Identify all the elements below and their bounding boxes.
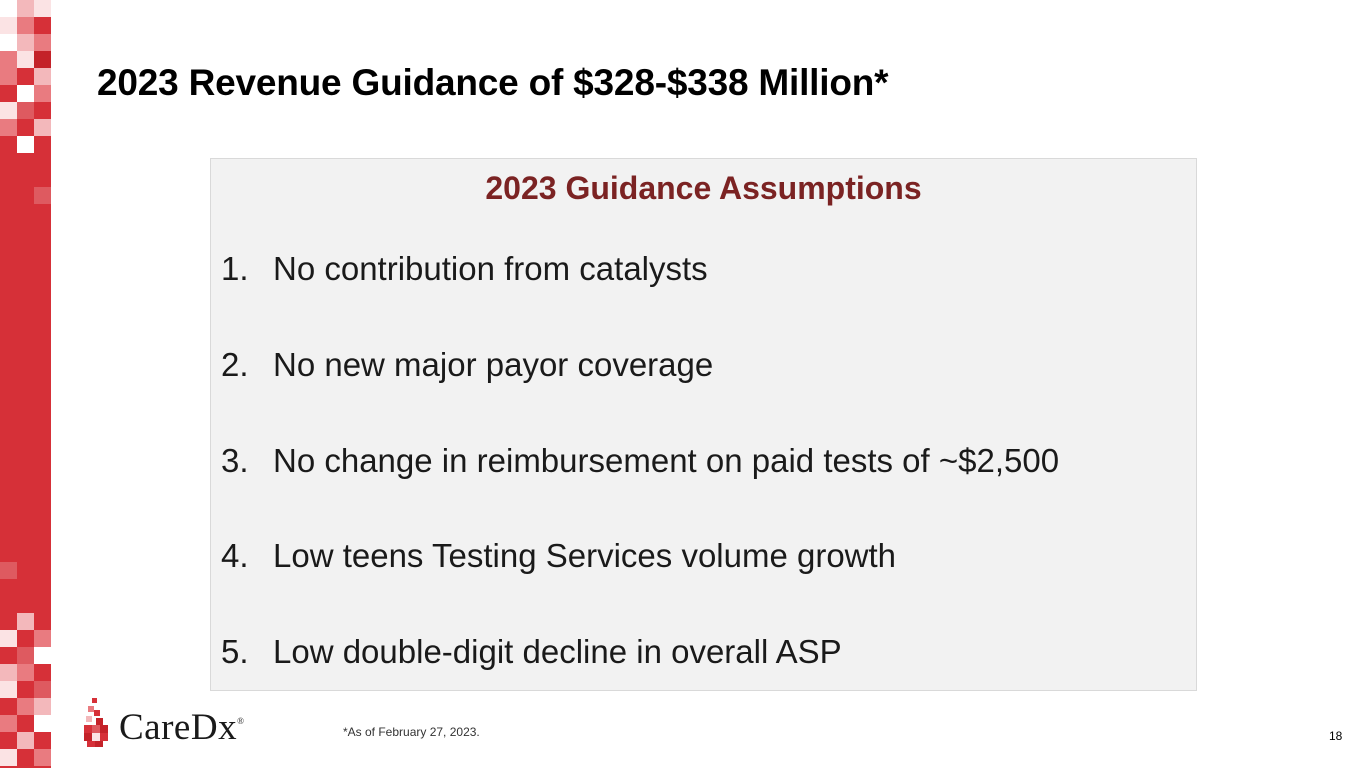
- assumption-text: No contribution from catalysts: [273, 250, 708, 287]
- assumption-text: Low teens Testing Services volume growth: [273, 537, 897, 574]
- assumption-item: [221, 633, 842, 671]
- footnote: *As of February 27, 2023.: [343, 725, 480, 739]
- slide-title: 2023 Revenue Guidance of $328-$338 Million*: [97, 62, 889, 103]
- decorative-pixel-stripe: [0, 0, 51, 768]
- assumption-item: [221, 537, 896, 575]
- logo-wordmark: CareDx: [119, 707, 238, 748]
- assumption-number: 1.: [221, 250, 249, 287]
- assumption-number: 4.: [221, 537, 249, 574]
- assumption-text: No new major payor coverage: [273, 346, 714, 383]
- page-number: 18: [1329, 729, 1343, 743]
- assumption-text: Low double-digit decline in overall ASP: [273, 633, 842, 670]
- assumption-item: [221, 250, 708, 288]
- guidance-assumptions-panel: [210, 158, 1197, 691]
- panel-heading: 2023 Guidance Assumptions: [485, 170, 922, 206]
- assumption-text: No change in reimbursement on paid tests of ~$2,500: [273, 442, 1060, 479]
- registered-mark: ®: [237, 716, 245, 726]
- assumption-item: [221, 442, 1059, 480]
- assumption-number: 5.: [221, 633, 249, 670]
- caredx-logo: [119, 706, 244, 749]
- assumption-number: 3.: [221, 442, 249, 479]
- assumption-number: 2.: [221, 346, 249, 383]
- assumption-item: [221, 346, 713, 384]
- caredx-droplet-pixel-icon: [82, 698, 122, 750]
